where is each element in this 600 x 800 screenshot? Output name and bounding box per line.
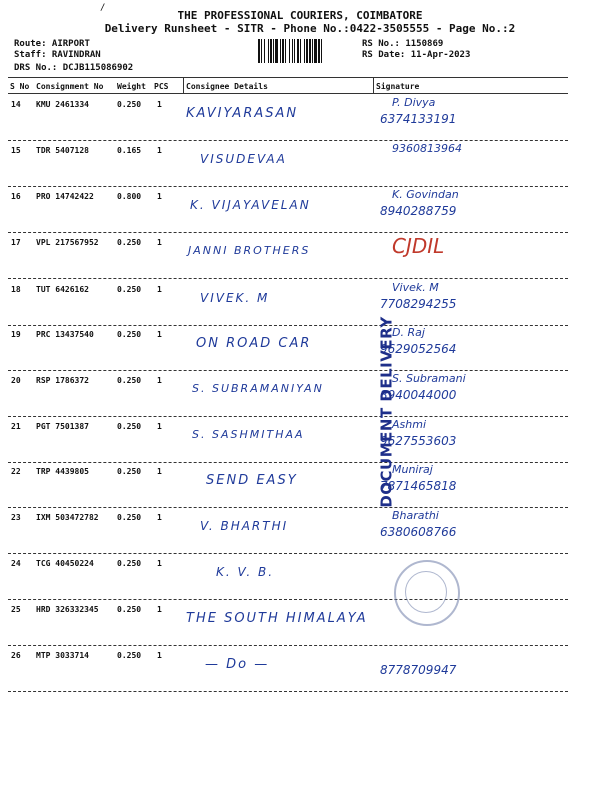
row-sno: 19 xyxy=(11,330,21,339)
row-signature-phone: 6380608766 xyxy=(380,525,457,539)
row-consignee: S. SASHMITHAA xyxy=(192,428,305,441)
row-consignment-no: PRC 13437540 xyxy=(36,330,94,339)
row-signature: CJDIL xyxy=(392,234,445,258)
row-separator xyxy=(8,278,568,279)
row-signature: Bharathi xyxy=(392,509,439,522)
row-weight: 0.250 xyxy=(117,513,142,522)
company-title: THE PROFESSIONAL COURIERS, COIMBATORE xyxy=(177,9,423,22)
row-consignee: K. V. B. xyxy=(216,565,275,579)
row-pcs: 1 xyxy=(157,376,162,385)
row-pcs: 1 xyxy=(157,559,162,568)
row-separator xyxy=(8,416,568,417)
document-delivery-stamp: DOCUMENT DELIVERY xyxy=(378,316,397,508)
row-weight: 0.250 xyxy=(117,467,142,476)
row-sno: 17 xyxy=(11,238,21,247)
row-consignment-no: IXM 503472782 xyxy=(36,513,99,522)
row-separator xyxy=(8,232,568,233)
row-consignment-no: HRD 326332345 xyxy=(36,605,99,614)
row-sno: 25 xyxy=(11,605,21,614)
row-sno: 15 xyxy=(11,146,21,155)
row-pcs: 1 xyxy=(157,330,162,339)
row-consignee: KAVIYARASAN xyxy=(186,106,299,121)
row-separator xyxy=(8,507,568,508)
row-sno: 23 xyxy=(11,513,21,522)
route-label: Route: AIRPORT xyxy=(14,39,90,49)
runsheet-title: Delivery Runsheet - SITR - Phone No.:0422-3505555 - Page No.:2 xyxy=(104,22,516,35)
row-consignment-no: RSP 1786372 xyxy=(36,376,89,385)
row-weight: 0.250 xyxy=(117,100,142,109)
row-separator xyxy=(8,140,568,141)
row-sno: 24 xyxy=(11,559,21,568)
row-separator xyxy=(8,645,568,646)
col-sno: S No xyxy=(10,82,30,91)
row-signature-phone: 7871465818 xyxy=(380,479,457,493)
rs-number: RS No.: 1150869 xyxy=(362,39,444,49)
row-consignee: THE SOUTH HIMALAYA xyxy=(186,611,368,626)
row-signature-phone: 7708294255 xyxy=(380,297,457,311)
row-weight: 0.250 xyxy=(117,605,142,614)
row-sno: 14 xyxy=(11,100,21,109)
row-sno: 18 xyxy=(11,285,21,294)
row-sno: 20 xyxy=(11,376,21,385)
row-consignment-no: PRO 14742422 xyxy=(36,192,94,201)
row-consignment-no: KMU 2461334 xyxy=(36,100,89,109)
row-consignee: V. BHARTHI xyxy=(200,519,289,533)
row-signature: 9360813964 xyxy=(392,142,462,155)
row-sno: 22 xyxy=(11,467,21,476)
col-consignment: Consignment No xyxy=(36,82,104,91)
row-separator xyxy=(8,325,568,326)
row-consignment-no: VPL 217567952 xyxy=(36,238,99,247)
row-separator xyxy=(8,186,568,187)
row-weight: 0.250 xyxy=(117,651,142,660)
barcode-icon xyxy=(258,39,356,63)
col-consignee: Consignee Details xyxy=(186,82,268,91)
row-weight: 0.250 xyxy=(117,238,142,247)
row-pcs: 1 xyxy=(157,146,162,155)
col-signature: Signature xyxy=(376,82,420,91)
row-signature: Vivek. M xyxy=(392,281,439,294)
row-consignment-no: MTP 3033714 xyxy=(36,651,89,660)
row-weight: 0.250 xyxy=(117,285,142,294)
row-signature-phone: 9627553603 xyxy=(380,434,457,448)
row-separator xyxy=(8,370,568,371)
row-consignee: VISUDEVAA xyxy=(200,152,287,166)
row-weight: 0.250 xyxy=(117,376,142,385)
row-signature: Muniraj xyxy=(392,463,433,476)
row-signature-phone: 6374133191 xyxy=(380,112,457,126)
header-top-rule xyxy=(8,77,568,78)
row-consignee: ON ROAD CAR xyxy=(196,336,312,351)
row-weight: 0.250 xyxy=(117,422,142,431)
row-signature-phone: 8778709947 xyxy=(380,663,457,677)
tick-mark: / xyxy=(100,3,106,13)
seal-icon xyxy=(394,560,460,626)
row-signature: K. Govindan xyxy=(392,188,459,201)
row-consignment-no: TDR 5407128 xyxy=(36,146,89,155)
row-signature: Ashmi xyxy=(392,418,426,431)
row-pcs: 1 xyxy=(157,238,162,247)
row-weight: 0.250 xyxy=(117,559,142,568)
staff-label: Staff: RAVINDRAN xyxy=(14,50,101,60)
row-consignment-no: TUT 6426162 xyxy=(36,285,89,294)
col-divider xyxy=(183,78,184,93)
row-signature: S. Subramani xyxy=(392,372,466,385)
row-pcs: 1 xyxy=(157,422,162,431)
rs-date: RS Date: 11-Apr-2023 xyxy=(362,50,471,60)
row-consignee: — Do — xyxy=(205,657,270,672)
row-signature-phone: 9629052564 xyxy=(380,342,457,356)
row-sno: 21 xyxy=(11,422,21,431)
row-separator xyxy=(8,462,568,463)
row-sno: 16 xyxy=(11,192,21,201)
row-weight: 0.800 xyxy=(117,192,142,201)
row-pcs: 1 xyxy=(157,467,162,476)
row-signature-phone: 8940044000 xyxy=(380,388,457,402)
row-consignment-no: TCG 40450224 xyxy=(36,559,94,568)
row-pcs: 1 xyxy=(157,100,162,109)
row-signature: D. Raj xyxy=(392,326,425,339)
row-pcs: 1 xyxy=(157,605,162,614)
row-consignee: K. VIJAYAVELAN xyxy=(190,198,311,212)
row-pcs: 1 xyxy=(157,285,162,294)
row-consignee: VIVEK. M xyxy=(200,291,270,305)
col-pcs: PCS xyxy=(154,82,169,91)
row-weight: 0.165 xyxy=(117,146,142,155)
row-signature: P. Divya xyxy=(392,96,436,109)
row-sno: 26 xyxy=(11,651,21,660)
col-divider xyxy=(373,78,374,93)
row-consignee: JANNI BROTHERS xyxy=(188,244,311,257)
header-bottom-rule xyxy=(8,93,568,94)
row-pcs: 1 xyxy=(157,192,162,201)
row-separator xyxy=(8,553,568,554)
row-separator xyxy=(8,599,568,600)
drs-number: DRS No.: DCJB115086902 xyxy=(14,63,134,73)
row-pcs: 1 xyxy=(157,651,162,660)
row-consignee: SEND EASY xyxy=(206,473,298,488)
row-pcs: 1 xyxy=(157,513,162,522)
col-weight: Weight xyxy=(117,82,146,91)
row-consignee: S. SUBRAMANIYAN xyxy=(192,382,324,395)
row-consignment-no: TRP 4439805 xyxy=(36,467,89,476)
row-consignment-no: PGT 7501387 xyxy=(36,422,89,431)
row-separator xyxy=(8,691,568,692)
row-weight: 0.250 xyxy=(117,330,142,339)
row-signature-phone: 8940288759 xyxy=(380,204,457,218)
